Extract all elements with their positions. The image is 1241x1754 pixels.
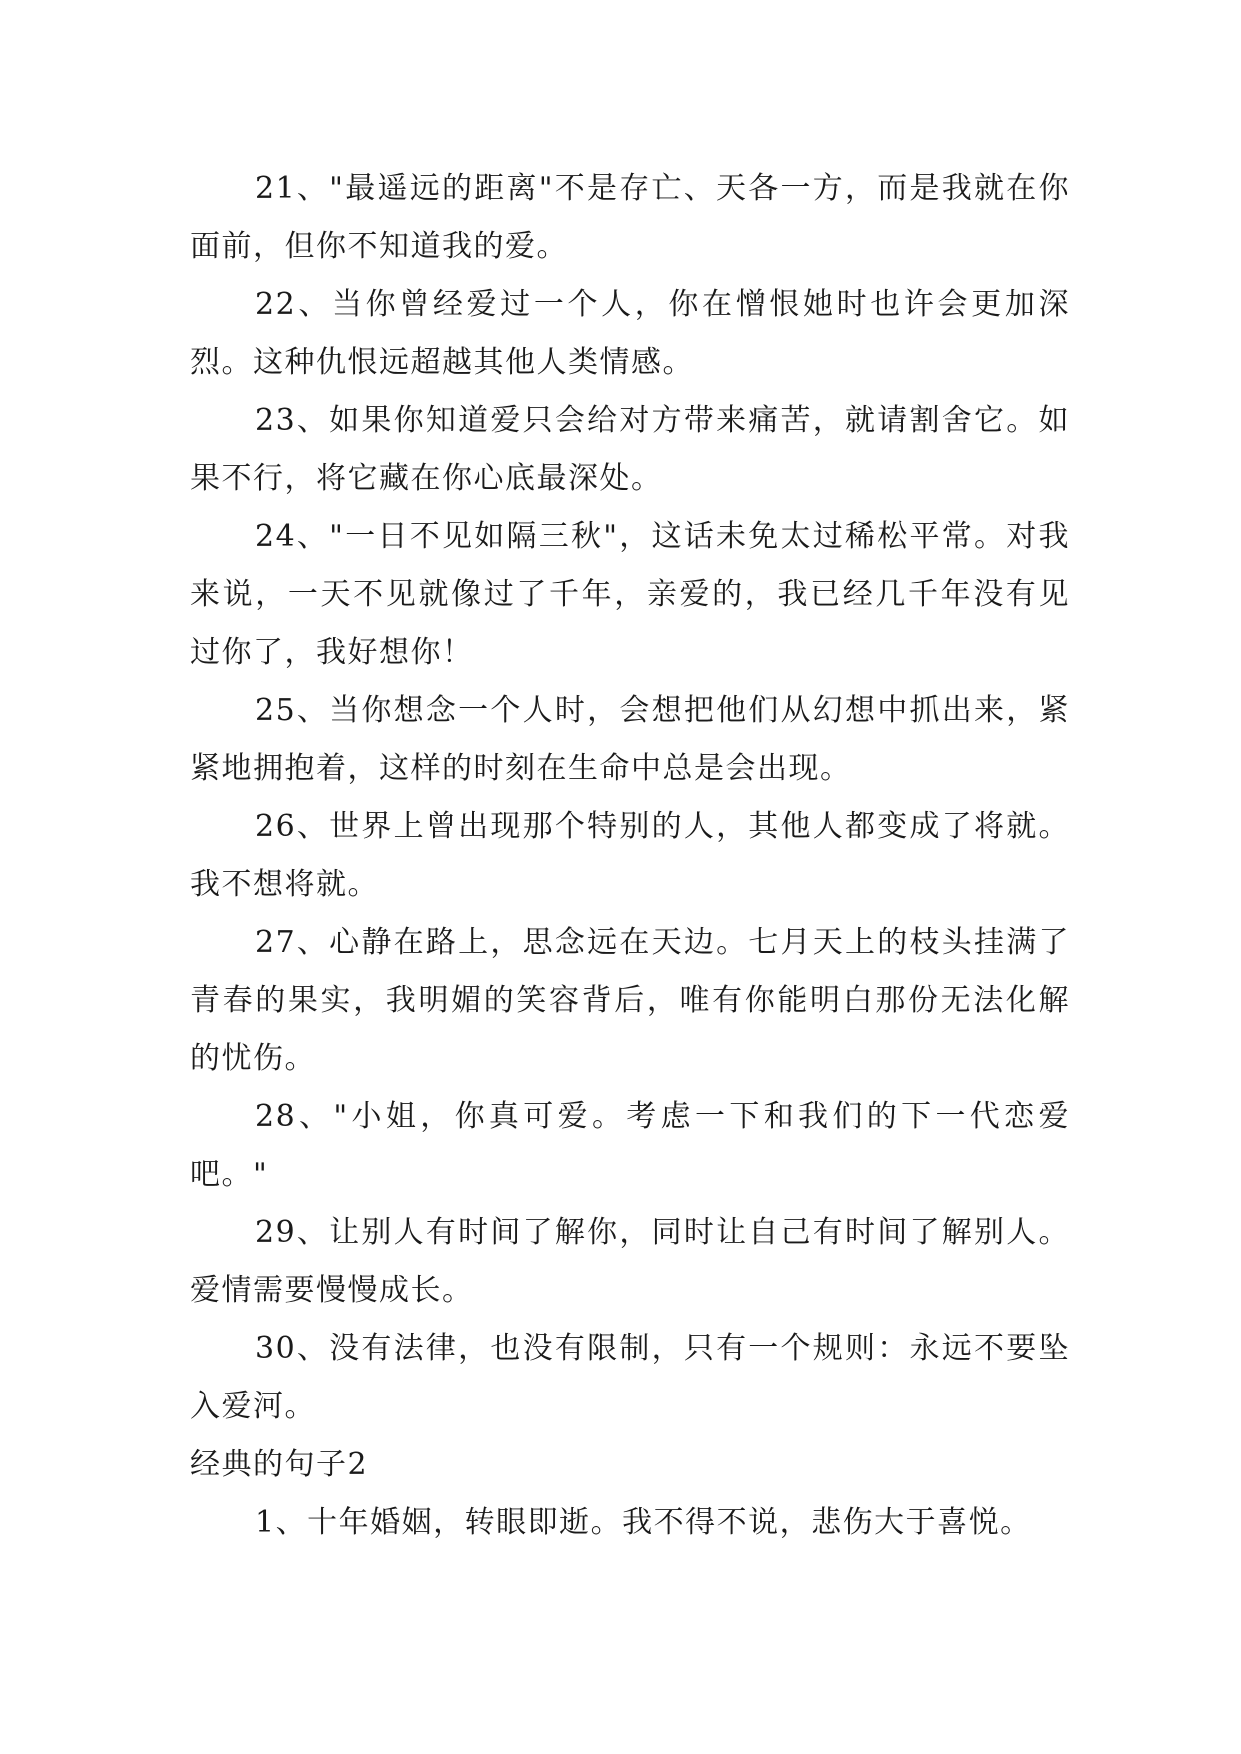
paragraph-24: 24、"一日不见如隔三秋"，这话未免太过稀松平常。对我来说，一天不见就像过了千年，亲爱的，我已经几千年没有见过你了，我好想你！ bbox=[190, 519, 1070, 670]
paragraph-23: 23、如果你知道爱只会给对方带来痛苦，就请割舍它。如果不行，将它藏在你心底最深处。 bbox=[190, 403, 1070, 496]
document-body bbox=[190, 160, 1070, 1552]
paragraph-22: 22、当你曾经爱过一个人，你在憎恨她时也许会更加深烈。这种仇恨远超越其他人类情感。 bbox=[190, 287, 1070, 380]
paragraph-21: 21、"最遥远的距离"不是存亡、天各一方，而是我就在你面前，但你不知道我的爱。 bbox=[190, 171, 1070, 264]
paragraph-30: 30、没有法律，也没有限制，只有一个规则：永远不要坠入爱河。 bbox=[190, 1331, 1070, 1424]
paragraph-28: 28、"小姐，你真可爱。考虑一下和我们的下一代恋爱吧。" bbox=[190, 1099, 1070, 1192]
paragraph-29: 29、让别人有时间了解你，同时让自己有时间了解别人。爱情需要慢慢成长。 bbox=[190, 1215, 1070, 1308]
section-paragraph-1: 1、十年婚姻，转眼即逝。我不得不说，悲伤大于喜悦。 bbox=[255, 1505, 1032, 1540]
section-heading: 经典的句子2 bbox=[190, 1447, 369, 1482]
paragraph-25: 25、当你想念一个人时，会想把他们从幻想中抓出来，紧紧地拥抱着，这样的时刻在生命中总是会出现。 bbox=[190, 693, 1070, 786]
paragraph-27: 27、心静在路上，思念远在天边。七月天上的枝头挂满了青春的果实，我明媚的笑容背后，唯有你能明白那份无法化解的忧伤。 bbox=[190, 925, 1070, 1076]
paragraph-26: 26、世界上曾出现那个特别的人，其他人都变成了将就。我不想将就。 bbox=[190, 809, 1070, 902]
